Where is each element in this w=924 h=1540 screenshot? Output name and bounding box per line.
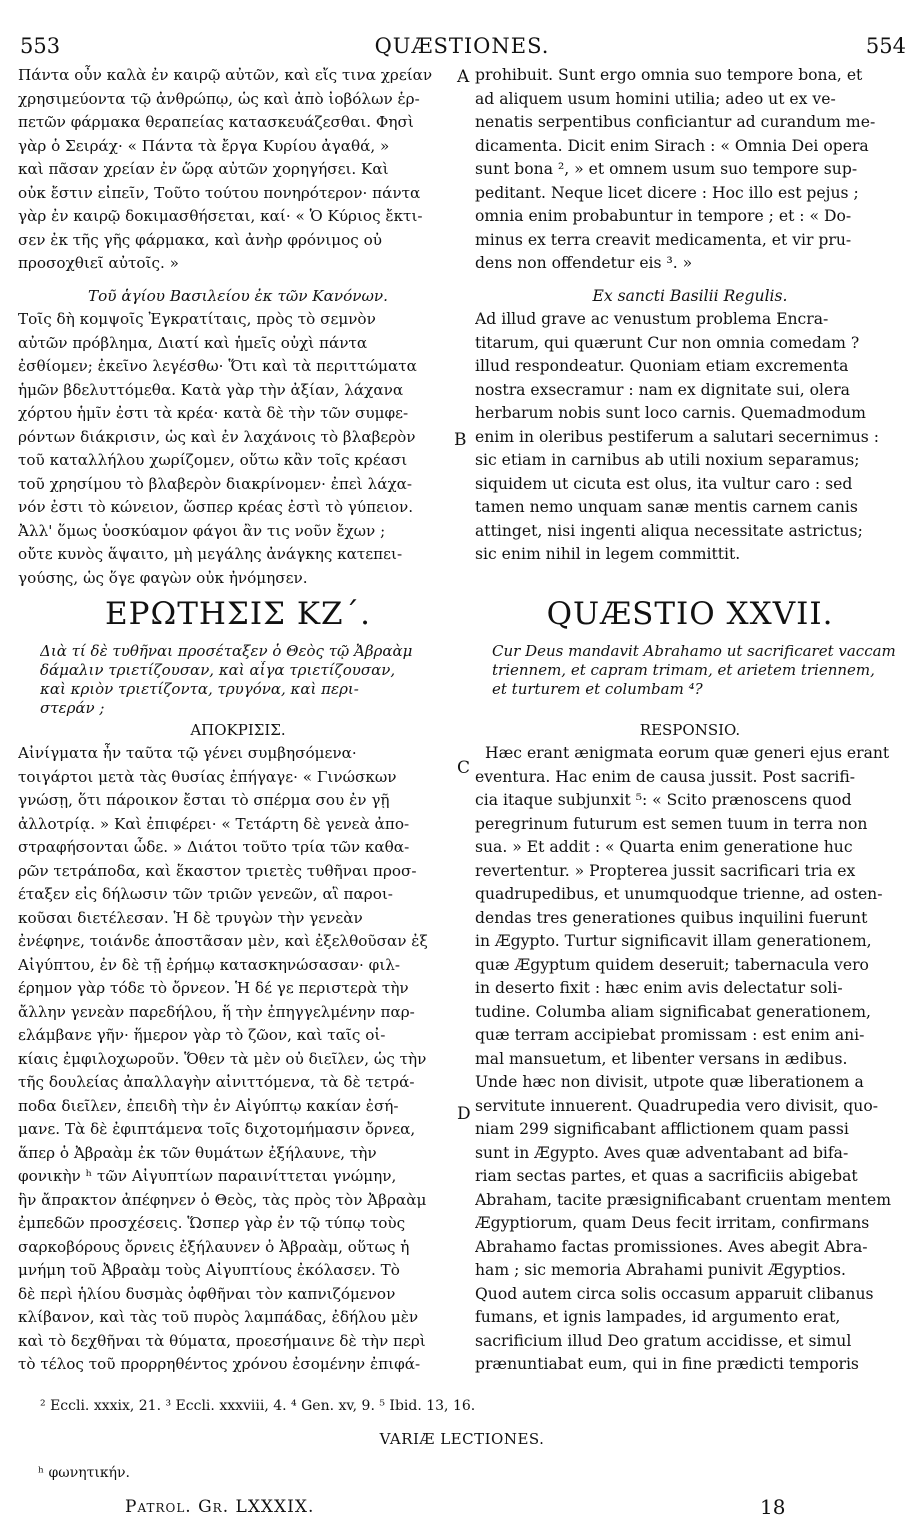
text-line: tamen nemo unquam sanæ mentis carnem canis: [475, 498, 858, 516]
text-line: Abrahamo factas promissiones. Aves abegit Abra-: [475, 1237, 868, 1256]
text-line: in Ægypto. Turtur significavit illam generationem,: [475, 932, 872, 950]
text-line: κίαις ἐμφιλοχωροῦν. Ὅθεν τὰ μὲν οὐ διεῖλεν, ὡς τὴν: [18, 1049, 427, 1068]
latin-question-text: [492, 642, 906, 699]
greek-section-2: [18, 308, 458, 590]
text-line: τοιγάρτοι μετὰ τὰς θυσίας ἐπήγαγε· « Γινώσκων: [18, 767, 397, 786]
text-line: έρημον γὰρ τόδε τὸ ὄρνεον. Ἡ δέ γε περιστερὰ τὴν: [18, 979, 409, 997]
text-line: δὲ περὶ ἡλίου δυσμὰς ὀφθῆναι τὸν καπνιζόμενον: [18, 1284, 396, 1303]
text-line: ἀλλοτρίᾳ. » Καὶ ἐπιφέρει· « Τετάρτη δὲ γενεὰ ἀπο-: [18, 814, 410, 833]
text-line: dendas tres generationes quibus inquilini fuerunt: [475, 908, 868, 927]
text-line: et turturem et columbam ⁴?: [492, 680, 703, 698]
text-line: καὶ πᾶσαν χρείαν ἐν ὥρᾳ αὐτῶν χορηγήσει. Καὶ: [18, 160, 389, 178]
text-line: ἄλλην γενεὰν παρεδήλου, ἥ τὴν ἐπηγγελμένην παρ-: [18, 1002, 415, 1021]
text-line: siquidem ut cicuta est olus, ita vultur caro : sed: [475, 474, 853, 493]
text-line: dens non offendetur eis ³. »: [475, 254, 693, 272]
greek-response-heading: ΑΠΟΚΡΙΣΙΣ.: [190, 721, 286, 739]
text-line: σεν ἐκ τῆς γῆς φάρμακα, καὶ ἀνὴρ φρόνιμος οὐ: [18, 230, 382, 249]
variae-lectiones-heading: VARIÆ LECTIONES.: [379, 1430, 545, 1448]
footnotes: ² Eccli. xxxix, 21. ³ Eccli. xxxviii, 4. ⁴ Gen. xv, 9. ⁵ Ibid. 13, 16.: [40, 1398, 476, 1414]
text-line: peditant. Neque licet dicere : Hoc illo est pejus ;: [475, 183, 859, 202]
text-line: nostra exsecramur : nam ex dignitate sui, olera: [475, 380, 850, 399]
text-line: sunt bona ², » et omnem usum suo tempore sup-: [475, 160, 858, 178]
text-line: sacrificium illud Deo gratum accidisse, et simul: [475, 1331, 852, 1350]
margin-letter-b: B: [454, 430, 467, 450]
page-number-left: 553: [20, 34, 61, 58]
running-title: QUÆSTIONES.: [374, 34, 550, 58]
text-line: Πάντα οὖν καλὰ ἐν καιρῷ αὐτῶν, καὶ εἴς τινα χρείαν: [18, 66, 433, 84]
text-line: revertentur. » Propterea jussit sacrificari tria ex: [475, 861, 856, 880]
text-line: tudine. Columba aliam significabat generationem,: [475, 1002, 871, 1021]
text-line: minus ex terra creavit medicamenta, et vir pru-: [475, 230, 852, 249]
text-line: mal mansuetum, et libenter versans in ædibus.: [475, 1049, 848, 1068]
text-line: Ἀλλ' ὅμως ὑοσκύαμον φάγοι ἂν τις νοῦν ἔχων ;: [18, 521, 386, 540]
text-line: eventura. Hac enim de causa jussit. Post sacrifi-: [475, 767, 856, 786]
text-line: quæ Ægyptum quidem deseruit; tabernacula vero: [475, 955, 869, 974]
text-line: γὰρ ὁ Σειράχ· « Πάντα τὰ ἔργα Κυρίου ἀγαθά, »: [18, 136, 390, 155]
text-line: ρόντων διάκρισιν, ὡς καὶ ἐν λαχάνοις τὸ βλαβερὸν: [18, 427, 416, 446]
text-line: Unde hæc non divisit, utpote quæ liberationem a: [475, 1073, 864, 1091]
text-line: οὐκ ἔστιν εἰπεῖν, Τοῦτο τούτου πονηρότερον· πάντα: [18, 183, 421, 202]
text-line: in deserto fixit : hæc enim avis delectatur soli-: [475, 979, 843, 997]
text-line: στεράν ;: [40, 699, 105, 717]
text-line: herbarum nobis sunt loco carnis. Quemadmodum: [475, 404, 866, 422]
latin-basil-heading: Ex sancti Basilii Regulis.: [592, 287, 788, 305]
text-line: Αἰγύπτου, ἐν δὲ τῇ ἐρήμῳ κατασκηνώσασαν· φιλ-: [18, 955, 401, 974]
text-line: ἣν ἄπρακτον ἀπέφηνεν ὁ Θεὸς, τὰς πρὸς τὸν Ἀβραὰμ: [18, 1190, 427, 1209]
text-line: fumans, et ignis lampades, id argumento erat,: [475, 1308, 841, 1326]
text-line: φονικὴν ʰ τῶν Αἰγυπτίων παραινίττεται γνώμην,: [18, 1167, 397, 1185]
text-line: dicamenta. Dicit enim Sirach : « Omnia Dei opera: [475, 136, 869, 155]
text-line: προσοχθιεῖ αὐτοῖς. »: [18, 254, 179, 272]
text-line: omnia enim probabuntur in tempore ; et : « Do-: [475, 207, 852, 225]
variant-note: ʰ φωνητικήν.: [38, 1465, 130, 1481]
text-line: γὰρ ἐν καιρῷ δοκιμασθήσεται, καί· « Ὁ Κύριος ἔκτι-: [18, 207, 423, 225]
greek-response-text: [18, 742, 458, 1377]
text-line: niam 299 significabant afflictionem quam passi: [475, 1120, 849, 1138]
text-line: quæ terram accipiebat promissam : est enim ani-: [475, 1026, 865, 1044]
text-line: sic etiam in carnibus ab utili noxium separamus;: [475, 451, 860, 469]
text-line: quadrupedibus, et unumquodque trienne, ad osten-: [475, 885, 883, 903]
signature-mark: Patrol. Gr. LXXXIX.: [125, 1497, 315, 1517]
text-line: μανε. Τὰ δὲ ἐφιπτάμενα τοῖς διχοτομήμασιν ὄρνεα,: [18, 1120, 416, 1138]
text-line: γούσης, ὡς ὅγε φαγὼν οὐκ ἠνόμησεν.: [18, 568, 308, 587]
text-line: peregrinum futurum est semen tuum in terra non: [475, 814, 868, 833]
text-line: prænuntiabat eum, qui in fine prædicti temporis: [475, 1355, 859, 1373]
text-line: τῆς δουλείας ἀπαλλαγὴν αἰνιττόμενα, τὰ δὲ τετρά-: [18, 1073, 415, 1091]
text-line: καὶ κριὸν τριετίζοντα, τρυγόνα, καὶ περι-: [40, 680, 359, 698]
text-line: ελάμβανε γῆν· ἥμερον γὰρ τὸ ζῶον, καὶ ταῖς οἰ-: [18, 1026, 386, 1044]
text-line: Ægyptiorum, quam Deus fecit irritam, confirmans: [475, 1214, 870, 1232]
page-number-right: 554: [865, 34, 906, 58]
text-line: Hæc erant ænigmata eorum quæ generi ejus erant: [485, 744, 890, 762]
text-line: Cur Deus mandavit Abrahamo ut sacrificaret vaccam: [492, 642, 896, 660]
text-line: δάμαλιν τριετίζουσαν, καὶ αἶγα τριετίζουσαν,: [40, 661, 396, 679]
text-line: Quod autem circa solis occasum apparuit clibanus: [475, 1284, 874, 1303]
text-line: ἡμῶν βδελυττόμεθα. Κατὰ γὰρ τὴν ἀξίαν, λάχανα: [18, 380, 404, 399]
text-line: Ad illud grave ac venustum problema Encra-: [475, 310, 829, 328]
text-line: prohibuit. Sunt ergo omnia suo tempore bona, et: [475, 66, 863, 84]
text-line: μνήμη τοῦ Ἀβραὰμ τοὺς Αἰγυπτίους ἐκόλασεν. Τὸ: [18, 1261, 400, 1279]
text-line: ad aliquem usum homini utilia; adeo ut ex ve-: [475, 89, 836, 108]
text-line: ποδα διεῖλεν, ἐπειδὴ τὴν ἐν Αἰγύπτῳ κακίαν ἐσή-: [18, 1096, 399, 1115]
text-line: sunt in Ægypto. Aves quæ adventabant ad bifa-: [475, 1143, 849, 1162]
text-line: illud respondeatur. Quoniam etiam excrementa: [475, 357, 849, 375]
text-line: titarum, qui quærunt Cur non omnia comedam ?: [475, 333, 860, 352]
text-line: Διὰ τί δὲ τυθῆναι προσέταξεν ὁ Θεὸς τῷ Ἀβραὰμ: [40, 642, 413, 660]
latin-section-2: [475, 308, 905, 567]
latin-response-text: [475, 742, 905, 1377]
greek-question-text: [40, 642, 458, 718]
greek-section-1: [18, 64, 458, 276]
text-line: Τοῖς δὴ κομψοῖς Ἐγκρατίταις, πρὸς τὸ σεμνὸν: [18, 310, 376, 328]
text-line: enim in oleribus pestiferum a salutari secernimus :: [475, 427, 879, 446]
text-line: sic enim nihil in legem committit.: [475, 545, 741, 563]
margin-letter-a: A: [457, 67, 470, 87]
text-line: τοῦ χρησίμου τὸ βλαβερὸν διακρίνομεν· ἐπεὶ λάχα-: [18, 474, 413, 493]
text-line: nenatis serpentibus conficiantur ad curandum me-: [475, 113, 876, 131]
text-line: σαρκοβόρους ὄρνεις ἐξήλαυνεν ὁ Ἀβραὰμ, οὕτως ἡ: [18, 1237, 410, 1256]
text-line: riam sectas partes, et quas a sacrificiis abigebat: [475, 1167, 858, 1185]
margin-letter-c: C: [457, 758, 471, 778]
text-line: Αἰνίγματα ἦν ταῦτα τῷ γένει συμβησόμενα·: [18, 744, 357, 762]
text-line: triennem, et capram trimam, et arietem triennem,: [492, 661, 875, 679]
latin-question-title: QUÆSTIO XXVII.: [546, 596, 834, 632]
text-line: γνώσῃ, ὅτι πάροικον ἔσται τὸ σπέρμα σου ἐν γῇ: [18, 791, 390, 809]
text-line: attinget, nisi ingenti aliqua necessitate astrictus;: [475, 521, 863, 540]
greek-question-title: ΕΡΩΤΗΣΙΣ ΚΖ΄.: [105, 596, 371, 632]
latin-section-1: [475, 64, 905, 276]
margin-letter-d: D: [457, 1104, 471, 1124]
text-line: cia itaque subjunxit ⁵: « Scito prænoscens quod: [475, 791, 852, 809]
text-line: τὸ τέλος τοῦ προρρηθέντος χρόνου ἐσομένην ἐπιφά-: [18, 1355, 421, 1373]
text-line: οὔτε κυνὸς ἅψαιτο, μὴ μεγάλης ἀνάγκης κατεπει-: [18, 545, 403, 563]
signature-number: 18: [760, 1495, 786, 1519]
greek-basil-heading: Τοῦ ἁγίου Βασιλείου ἐκ τῶν Κανόνων.: [88, 287, 388, 305]
text-line: ham ; sic memoria Abrahami punivit Ægyptios.: [475, 1261, 846, 1279]
text-line: ἐμπεδῶν προσχέσεις. Ὥσπερ γὰρ ἐν τῷ τύπῳ τοὺς: [18, 1214, 406, 1232]
text-line: χόρτου ἡμῖν ἐστι τὰ κρέα· κατὰ δὲ τὴν τῶν συμφε-: [18, 404, 409, 422]
text-line: πετῶν φάρμακα θεραπείας κατασκευάζεσθαι. Φησὶ: [18, 113, 414, 131]
text-line: ἅπερ ὁ Ἀβραὰμ ἐκ τῶν θυμάτων ἐξήλαυνε, τὴν: [18, 1143, 377, 1162]
text-line: αὐτῶν πρόβλημα, Διατί καὶ ἡμεῖς οὐχὶ πάντα: [18, 333, 368, 352]
text-line: τοῦ καταλλήλου χωρίζομεν, οὕτω κἂν τοῖς κρέασι: [18, 451, 408, 469]
text-line: ἐσθίομεν; ἐκεῖνο λεγέσθω· Ὅτι καὶ τὰ περιττώματα: [18, 357, 417, 375]
text-line: έταξεν εἰς δήλωσιν τῶν τριῶν γενεῶν, αἳ παροι-: [18, 885, 393, 903]
text-line: νόν ἐστι τὸ κώνειον, ὥσπερ κρέας ἐστὶ τὸ γύπειον.: [18, 498, 414, 516]
text-line: κλίβανον, καὶ τὰς τοῦ πυρὸς λαμπάδας, ἐδήλου μὲν: [18, 1308, 419, 1326]
text-line: servitute innuerent. Quadrupedia vero divisit, quo-: [475, 1096, 878, 1115]
text-line: Abraham, tacite præsignificabant cruentam mentem: [475, 1190, 891, 1209]
text-line: στραφήσονται ὧδε. » Διάτοι τοῦτο τρία τῶν καθα-: [18, 838, 410, 856]
text-line: sua. » Et addit : « Quarta enim generatione huc: [475, 838, 853, 856]
text-line: καὶ τὸ δεχθῆναι τὰ θύματα, προεσήμαινε δὲ τὴν περὶ: [18, 1331, 426, 1350]
text-line: ρῶν τετράποδα, καὶ ἕκαστον τριετὲς τυθῆναι προσ-: [18, 861, 417, 880]
latin-response-heading: RESPONSIO.: [639, 721, 741, 739]
text-line: ἐνέφηνε, τοιάνδε ἀποστᾶσαν μὲν, καὶ ἐξελθοῦσαν ἐξ: [18, 932, 428, 950]
text-line: κοῦσαι διετέλεσαν. Ἡ δὲ τρυγὼν τὴν γενεὰν: [18, 908, 363, 927]
text-line: χρησιμεύοντα τῷ ἀνθρώπῳ, ὡς καὶ ἀπὸ ἰοβόλων ἑρ-: [18, 89, 420, 108]
